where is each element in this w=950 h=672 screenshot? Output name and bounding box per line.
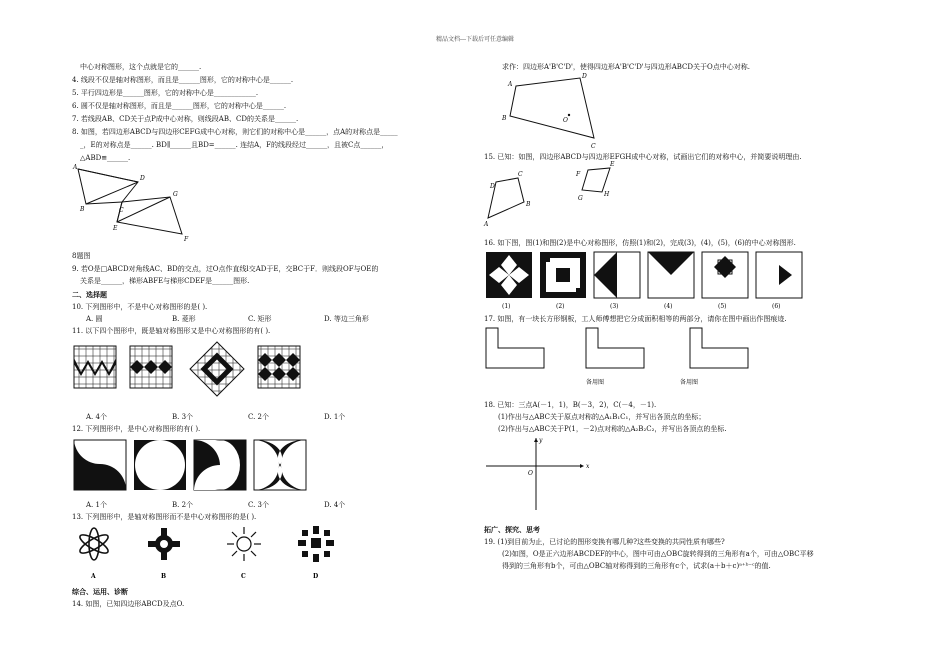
fig8-label-f: F — [184, 236, 189, 243]
fig14-label-b: B — [502, 115, 507, 122]
fig15-label-h: H — [604, 191, 610, 198]
q12-figure-2 — [134, 440, 186, 490]
question-10: 10. 下列图形中，不是中心对称图形的是( ). — [72, 303, 208, 311]
q10-option-a: A. 圆 — [86, 315, 103, 323]
q12-option-d: D. 4个 — [324, 501, 346, 509]
figure-q8 — [72, 164, 202, 244]
question-19-part3: 得到的三角形有b个，可由△OBC轴对称得到的三角形有c个，试求(a＋b＋c)ᵃ⁺ᵇ⁻ᶜ的值. — [502, 562, 771, 570]
fig14-label-a: A — [508, 81, 513, 88]
grid-figure-1 — [74, 346, 116, 388]
question-18-part1: (1)作出与△ABC关于原点对称的△A₁B₁C₁，并写出各顶点的坐标； — [498, 413, 706, 421]
fig8-label-d: D — [140, 175, 145, 182]
question-6: 6. 圆不仅是轴对称图形，而且是______图形，它的对称中心是______. — [72, 102, 287, 110]
q13-label-b: B — [161, 573, 167, 580]
fig15-label-f: F — [576, 171, 581, 178]
q10-option-c: C. 矩形 — [248, 315, 272, 323]
fig14-label-o: O — [563, 117, 568, 124]
q13-label-a: A — [91, 573, 96, 580]
q16-figure-6 — [756, 252, 802, 298]
question-8-line3: △ABD≌______. — [80, 154, 131, 162]
q3-tail: 中心对称图形，这个点就是它的______. — [80, 63, 202, 71]
q10-option-b: B. 菱形 — [172, 315, 196, 323]
q16-figure-4 — [648, 252, 694, 298]
section-choice-heading: 二、选择题 — [72, 290, 107, 299]
fig8-label-c: C — [119, 207, 124, 214]
fig8-label-a: A — [73, 164, 78, 171]
q16-figure-5 — [702, 252, 748, 298]
fig15-label-e: E — [610, 161, 615, 168]
q11-option-a: A. 4个 — [86, 413, 107, 421]
q17-plate-spare-1 — [586, 328, 644, 368]
fig8-label-e: E — [113, 225, 118, 232]
fig8-label-b: B — [80, 206, 85, 213]
q11-option-d: D. 1个 — [324, 413, 346, 421]
q13-label-c: C — [241, 573, 246, 580]
q13-figure-d — [298, 526, 334, 562]
question-15: 15. 已知：如图，四边形ABCD与四边形EFGH成中心对称，试画出它们的对称中心，并简要说明理由. — [484, 153, 802, 161]
q12-figure-3 — [194, 440, 246, 490]
q17-cap-1: 备用图 — [586, 379, 605, 386]
question-17: 17. 如图，有一块长方形钢板，工人师傅想把它分成面积相等的两部分，请你在图中画出作图痕迹. — [484, 315, 787, 323]
section-application-heading: 综合、运用、诊断 — [72, 587, 128, 596]
fig8-label-g: G — [173, 191, 178, 198]
question-11: 11. 以下四个图形中，既是轴对称图形又是中心对称图形的有( ). — [72, 327, 271, 335]
figure-q16 — [484, 250, 814, 310]
axis-x-label: x — [586, 463, 590, 470]
q16-cap-4: (4) — [664, 303, 673, 310]
q13-label-d: D — [313, 573, 319, 580]
figure-q13 — [72, 524, 342, 584]
fig15-label-b: B — [526, 201, 531, 208]
question-5: 5. 平行四边形是______图形，它的对称中心是____________. — [72, 89, 259, 97]
axis-origin-label: O — [528, 470, 533, 477]
fig8-caption: 8题图 — [72, 252, 91, 260]
question-14: 14. 如图，已知四边形ABCD及点O. — [72, 600, 185, 608]
figure-q17 — [484, 328, 764, 388]
q16-figure-2 — [540, 252, 586, 298]
grid-figure-2 — [130, 346, 172, 388]
figure-q12 — [72, 438, 322, 494]
fig14-label-d: D — [582, 73, 587, 80]
axis-y-label: y — [539, 437, 543, 444]
q10-option-d: D. 等边三角形 — [324, 315, 369, 323]
figure-q18-axes — [484, 434, 594, 514]
q13-figure-b — [148, 528, 180, 560]
q16-cap-1: (1) — [502, 303, 511, 310]
q11-option-b: B. 3个 — [172, 413, 194, 421]
question-19-part1: 19. (1)到目前为止，已讨论的图形变换有哪几种?这些变换的共同性质有哪些? — [484, 538, 725, 546]
q16-cap-3: (3) — [610, 303, 619, 310]
q16-cap-6: (6) — [772, 303, 781, 310]
question-13: 13. 下列图形中，是轴对称图形而不是中心对称图形的是( ). — [72, 513, 257, 521]
q14-task: 求作：四边形A'B'C'D'，使得四边形A'B'C'D'与四边形ABCD关于O点中心对称. — [502, 63, 750, 71]
fig15-label-d: D — [490, 183, 495, 190]
q13-figure-a — [78, 528, 111, 560]
section-extension-heading: 拓广、探究、思考 — [484, 525, 540, 534]
figure-q14 — [498, 72, 608, 152]
q16-cap-5: (5) — [718, 303, 727, 310]
q17-cap-2: 备用图 — [680, 379, 699, 386]
question-12: 12. 下列图形中，是中心对称图形的有( ). — [72, 425, 201, 433]
q17-plate-spare-2 — [690, 328, 748, 368]
q11-option-c: C. 2个 — [248, 413, 270, 421]
grid-figure-4 — [258, 346, 300, 388]
q16-cap-2: (2) — [556, 303, 565, 310]
q12-option-c: C. 3个 — [248, 501, 270, 509]
q17-plate-main — [486, 328, 544, 368]
fig15-label-a: A — [484, 221, 489, 228]
fig15-label-g: G — [578, 195, 583, 202]
question-8-line1: 8. 如图，若四边形ABCD与四边形CEFG成中心对称，则它们的对称中心是______，点A的对称点是_____ — [72, 128, 398, 136]
fig14-label-c: C — [591, 143, 596, 150]
question-18-part2: (2)作出与△ABC关于P(1，－2)点对称的△A₂B₂C₂，并写出各顶点的坐标. — [498, 425, 727, 433]
question-19-part2: (2)如图，O是正六边形ABCDEF的中心，图中可由△OBC旋转得到的三角形有a个，可由△OBC平移 — [502, 550, 814, 558]
q12-figure-1 — [74, 440, 126, 490]
q16-figure-3 — [594, 252, 640, 298]
question-7: 7. 若线段AB、CD关于点P成中心对称，则线段AB、CD的关系是______. — [72, 115, 299, 123]
q12-option-b: B. 2个 — [172, 501, 194, 509]
q16-figure-1 — [486, 252, 532, 298]
q12-option-a: A. 1个 — [86, 501, 107, 509]
figure-q15 — [484, 161, 664, 236]
grid-figure-3 — [190, 342, 244, 396]
question-16: 16. 如下图，图(1)和图(2)是中心对称图形，仿照(1)和(2)，完成(3)，(4)，(5)，(6)的中心对称图形. — [484, 239, 796, 247]
question-9-line2: 关系是______，梯形ABFE与梯形CDEF是______图形. — [80, 277, 250, 285]
q13-figure-c — [227, 527, 261, 561]
question-8-line2: _，E的对称点是______. BD∥______且BD=______. 连结A，F的线段经过______，且被C点______， — [80, 141, 389, 149]
question-4: 4. 线段不仅是轴对称图形，而且是______图形，它的对称中心是______. — [72, 76, 294, 84]
fig15-label-c: C — [518, 171, 523, 178]
question-9-line1: 9. 若O是□ABCD对角线AC、BD的交点，过O点作直线l交AD于E，交BC于F．则线段OF与OE的 — [72, 265, 379, 273]
q12-figure-4 — [254, 440, 306, 490]
page-header: 精品文档---下载后可任意编辑 — [435, 36, 515, 43]
figure-q11-grids — [72, 342, 352, 398]
question-18: 18. 已知：三点A(－1，1)，B(－3，2)，C(－4，－1). — [484, 401, 657, 409]
